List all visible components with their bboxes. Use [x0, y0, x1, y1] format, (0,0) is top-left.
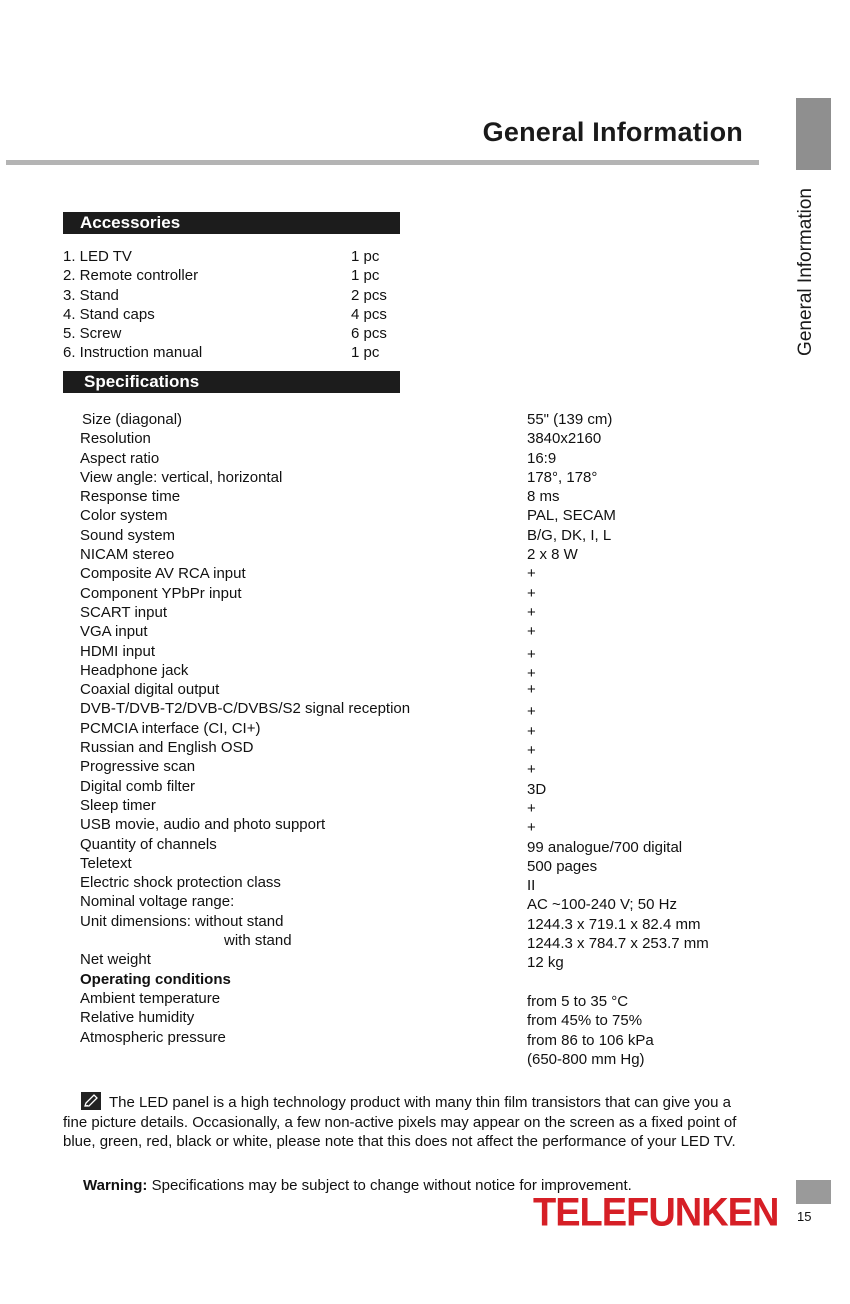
spec-row: [80, 564, 780, 583]
spec-value: +: [527, 799, 536, 817]
accessory-qty: 1 pc: [351, 344, 380, 362]
accessory-qty: 1 pc: [351, 248, 380, 265]
spec-label: Unit dimensions: without stand: [80, 912, 284, 930]
page-number: 15: [797, 1209, 812, 1224]
spec-label: Sound system: [80, 526, 176, 544]
spec-value: +: [527, 681, 536, 699]
spec-row: [80, 487, 780, 506]
spec-value: from 5 to 35 °C: [527, 992, 629, 1010]
spec-row: [80, 410, 780, 429]
spec-label: Progressive scan: [80, 758, 196, 776]
accessory-row: [63, 247, 423, 266]
spec-value: +: [527, 645, 536, 663]
note-text: The LED panel is a high technology product with many thin film transistors that can give you a fine picture details. Occasionally, a few non-active pixels may appear on the screen as a fixed point of blue, green, red, black or white, please note that this does not affect the performance of your LED TV.: [63, 1094, 737, 1150]
spec-value: 3D: [527, 780, 547, 798]
spec-row: [80, 757, 780, 779]
spec-value: B/G, DK, I, L: [527, 526, 612, 544]
spec-label: Electric shock protection class: [80, 874, 281, 892]
warning-text: Specifications may be subject to change without notice for improvement.: [147, 1177, 632, 1194]
spec-value: AC ~100-240 V; 50 Hz: [527, 896, 677, 914]
spec-row: [80, 796, 780, 815]
specifications-heading: [63, 371, 400, 393]
spec-value: from 86 to 106 kPa: [527, 1031, 654, 1049]
spec-value: 2 x 8 W: [527, 546, 578, 564]
spec-row: [80, 1028, 780, 1047]
spec-row: [80, 854, 780, 873]
accessory-row: [63, 324, 423, 343]
spec-label: Color system: [80, 507, 168, 525]
spec-label: DVB-T/DVB-T2/DVB-C/DVBS/S2 signal reception: [80, 700, 411, 718]
spec-value: PAL, SECAM: [527, 507, 616, 525]
accessory-qty: 2 pcs: [351, 286, 387, 304]
spec-label: HDMI input: [80, 642, 156, 660]
spec-row: [80, 468, 780, 487]
page-tab: [796, 1180, 831, 1204]
accessory-qty: 6 pcs: [351, 325, 387, 343]
spec-label: Net weight: [80, 951, 151, 969]
spec-row: [80, 661, 780, 680]
spec-label: Component YPbPr input: [80, 584, 242, 602]
pencil-note-icon: [81, 1092, 101, 1110]
spec-label: Sleep timer: [80, 796, 156, 814]
spec-label: Ambient temperature: [80, 989, 221, 1007]
spec-label: View angle: vertical, horizontal: [80, 468, 283, 486]
accessory-name: 1. LED TV: [63, 248, 132, 265]
spec-label: Aspect ratio: [80, 449, 160, 467]
spec-label: SCART input: [80, 603, 167, 621]
accessory-row: [63, 286, 423, 305]
spec-label: Coaxial digital output: [80, 681, 220, 699]
accessories-heading: [63, 212, 400, 234]
spec-row: [80, 1047, 780, 1066]
accessories-list: [63, 247, 423, 363]
spec-row: [80, 545, 780, 564]
spec-label: Atmospheric pressure: [80, 1028, 226, 1046]
spec-row: [80, 526, 780, 545]
spec-row: [80, 680, 780, 699]
spec-row: [80, 1008, 780, 1030]
spec-label: PCMCIA interface (CI, CI+): [80, 719, 261, 737]
spec-label: Relative humidity: [80, 1009, 195, 1027]
spec-value: 99 analogue/700 digital: [527, 838, 683, 856]
spec-value: +: [527, 819, 536, 837]
spec-value: 500 pages: [527, 857, 598, 875]
spec-label: Size (diagonal): [82, 411, 183, 428]
spec-label: Teletext: [80, 854, 132, 872]
spec-row: [80, 506, 780, 525]
spec-label: Quantity of channels: [80, 835, 217, 853]
spec-label: Headphone jack: [80, 661, 189, 679]
specifications-list: [80, 410, 780, 1066]
spec-value: 1244.3 x 719.1 x 82.4 mm: [527, 915, 701, 933]
title-rule: [6, 160, 759, 165]
accessory-qty: 1 pc: [351, 267, 380, 285]
spec-value: +: [527, 722, 536, 740]
spec-row: [80, 815, 780, 837]
spec-row: [80, 950, 780, 972]
spec-label: Resolution: [80, 430, 151, 448]
spec-value: +: [527, 603, 536, 621]
spec-label: VGA input: [80, 623, 148, 641]
spec-row: [80, 738, 780, 760]
spec-value: 178°, 178°: [527, 468, 598, 486]
side-label: General Information: [795, 188, 816, 356]
accessory-row: [63, 343, 423, 362]
spec-value: +: [527, 584, 536, 602]
accessories-heading-text: Accessories: [80, 213, 181, 232]
spec-row: [80, 892, 780, 914]
spec-row: [80, 642, 780, 661]
side-tab: [796, 98, 831, 170]
accessory-qty: 4 pcs: [351, 305, 387, 323]
spec-row: [80, 970, 780, 989]
accessory-row: [63, 266, 423, 285]
spec-value: +: [527, 761, 536, 779]
spec-row: [80, 719, 780, 738]
spec-value: from 45% to 75%: [527, 1012, 643, 1030]
spec-value: +: [527, 623, 536, 641]
spec-row: [80, 989, 780, 1008]
spec-value: 1244.3 x 784.7 x 253.7 mm: [527, 935, 709, 953]
spec-value: 3840x2160: [527, 430, 602, 448]
spec-value: 16:9: [527, 449, 557, 467]
warning-label: Warning:: [83, 1177, 148, 1194]
spec-row: [80, 912, 780, 931]
spec-value: +: [527, 742, 536, 760]
spec-row: [80, 429, 780, 448]
accessory-row: [63, 305, 423, 324]
spec-value: +: [527, 703, 536, 721]
spec-value: 55" (139 cm): [527, 411, 613, 428]
accessory-name: 4. Stand caps: [63, 305, 155, 323]
spec-row: [80, 835, 780, 854]
spec-label: Nominal voltage range:: [80, 893, 235, 911]
spec-row: [80, 931, 780, 953]
spec-label: Response time: [80, 488, 181, 506]
spec-row: [80, 584, 780, 603]
spec-label: Composite AV RCA input: [80, 565, 246, 583]
spec-row: [80, 777, 780, 796]
spec-label: NICAM stereo: [80, 546, 175, 564]
spec-label: Russian and English OSD: [80, 739, 254, 757]
page-title: General Information: [482, 117, 743, 147]
accessory-name: 6. Instruction manual: [63, 344, 203, 362]
spec-label: Digital comb filter: [80, 777, 196, 795]
specifications-heading-text: Specifications: [84, 372, 200, 391]
accessory-name: 2. Remote controller: [63, 267, 199, 285]
spec-row: [80, 699, 780, 721]
spec-value: 8 ms: [527, 488, 560, 506]
spec-row: [80, 622, 780, 641]
note-paragraph: [63, 1092, 753, 1152]
accessory-name: 3. Stand: [63, 286, 119, 304]
spec-value: +: [527, 664, 536, 682]
spec-value: +: [527, 565, 536, 583]
spec-label: with stand: [224, 932, 292, 950]
accessory-name: 5. Screw: [63, 325, 122, 343]
spec-value: (650-800 mm Hg): [527, 1050, 645, 1068]
spec-row: [80, 603, 780, 622]
spec-label: USB movie, audio and photo support: [80, 816, 326, 834]
spec-row: [80, 873, 780, 895]
spec-value: 12 kg: [527, 954, 564, 972]
spec-value: II: [527, 877, 536, 895]
telefunken-logo: TELEFUNKEN: [533, 1190, 779, 1236]
spec-row: [80, 449, 780, 468]
spec-label: Operating conditions: [80, 970, 231, 988]
